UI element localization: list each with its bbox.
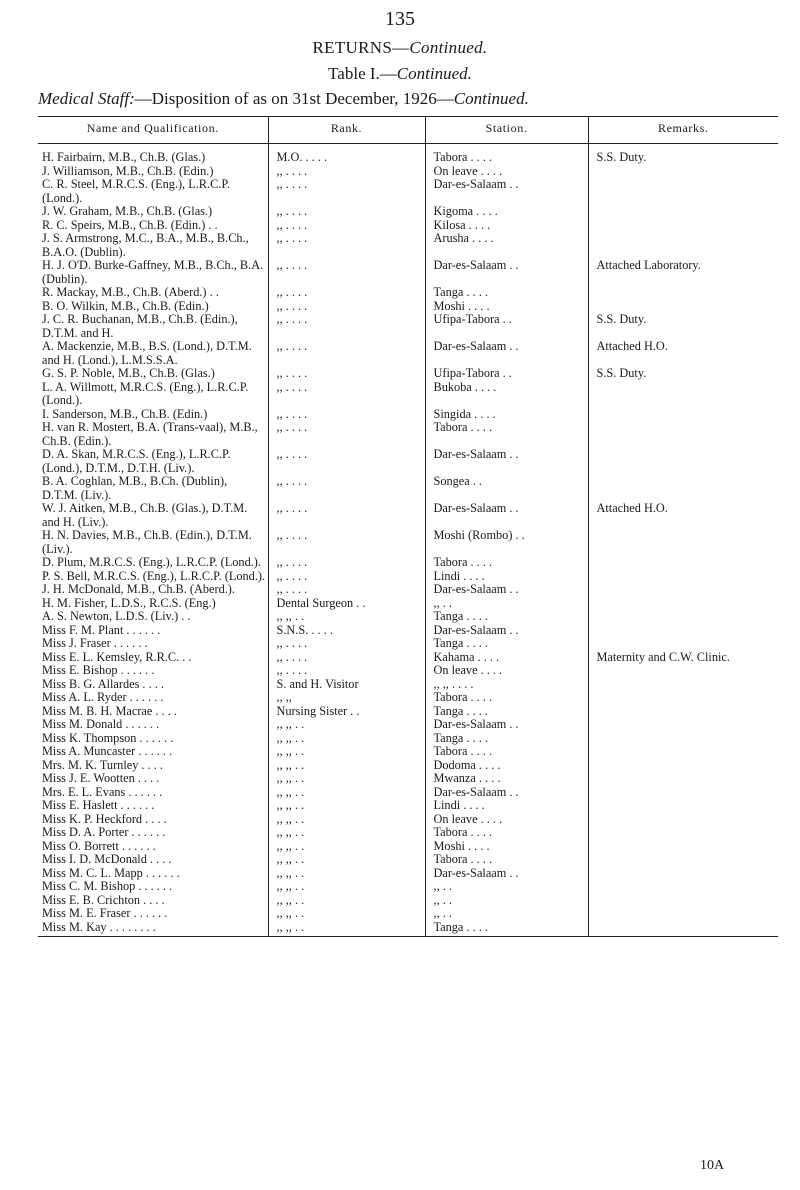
table-row xyxy=(38,408,778,422)
cell-remarks xyxy=(588,718,778,732)
cell-rank: ,, . . . . xyxy=(268,381,425,408)
cell-rank: ,, . . . . xyxy=(268,300,425,314)
cell-station: Dar-es-Salaam . . xyxy=(425,502,588,529)
table-row xyxy=(38,205,778,219)
cell-rank: ,, ,, . . xyxy=(268,853,425,867)
cell-rank: ,, . . . . xyxy=(268,232,425,259)
cell-rank: ,, . . . . xyxy=(268,421,425,448)
table-row xyxy=(38,840,778,854)
cell-rank: ,, . . . . xyxy=(268,448,425,475)
table-row xyxy=(38,826,778,840)
cell-station: Tanga . . . . xyxy=(425,610,588,624)
cell-name: Miss E. Haslett . . . . . . xyxy=(42,799,155,812)
cell-rank: ,, ,, . . xyxy=(268,840,425,854)
table-row xyxy=(38,556,778,570)
cell-name: J. Williamson, M.B., Ch.B. (Edin.) xyxy=(42,164,214,178)
cell-station: Dar-es-Salaam . . xyxy=(425,259,588,286)
cell-station: Tabora . . . . xyxy=(425,144,588,165)
cell-name: Miss I. D. McDonald . . . . xyxy=(42,853,172,866)
table-caption xyxy=(38,89,778,109)
cell-name: B. O. Wilkin, M.B., Ch.B. (Edin.) xyxy=(42,299,209,313)
cell-remarks xyxy=(588,421,778,448)
table-title-text: Table I.— xyxy=(328,64,397,83)
table-row xyxy=(38,894,778,908)
table-row xyxy=(38,678,778,692)
caption-mid: —Disposition of as on 31st December, 1926— xyxy=(134,89,454,108)
cell-remarks xyxy=(588,408,778,422)
cell-name: C. R. Steel, M.R.C.S. (Eng.), L.R.C.P. (Lond.). xyxy=(42,178,230,205)
table-row xyxy=(38,300,778,314)
cell-rank: ,, . . . . xyxy=(268,165,425,179)
cell-remarks: S.S. Duty. xyxy=(588,313,778,340)
table-row xyxy=(38,799,778,813)
cell-name: H. Fairbairn, M.B., Ch.B. (Glas.) xyxy=(42,150,206,164)
cell-name: R. C. Speirs, M.B., Ch.B. (Edin.) . . xyxy=(42,218,218,232)
cell-station: Dar-es-Salaam . . xyxy=(425,583,588,597)
cell-name: Miss C. M. Bishop . . . . . . xyxy=(42,880,173,893)
cell-remarks xyxy=(588,610,778,624)
cell-remarks xyxy=(588,853,778,867)
cell-rank: ,, ,, . . xyxy=(268,786,425,800)
table-row xyxy=(38,448,778,475)
cell-remarks xyxy=(588,165,778,179)
cell-name: Miss A. L. Ryder . . . . . . xyxy=(42,691,164,704)
cell-rank: ,, ,, . . xyxy=(268,867,425,881)
table-row xyxy=(38,570,778,584)
cell-station: Dodoma . . . . xyxy=(425,759,588,773)
cell-rank: ,, . . . . xyxy=(268,205,425,219)
cell-rank: S.N.S. . . . . xyxy=(268,624,425,638)
cell-remarks xyxy=(588,448,778,475)
cell-remarks xyxy=(588,880,778,894)
table-row xyxy=(38,624,778,638)
cell-remarks xyxy=(588,637,778,651)
cell-station: ,, . . xyxy=(425,907,588,921)
cell-station: Kigoma . . . . xyxy=(425,205,588,219)
cell-name: A. S. Newton, L.D.S. (Liv.) . . xyxy=(42,610,191,623)
cell-name: Miss J. E. Wootten . . . . xyxy=(42,772,160,785)
cell-name: A. Mackenzie, M.B., B.S. (Lond.), D.T.M. and H. (Lond.), L.M.S.S.A. xyxy=(42,340,252,367)
cell-remarks xyxy=(588,745,778,759)
cell-rank: ,, ,, . . xyxy=(268,759,425,773)
cell-remarks: Attached Laboratory. xyxy=(588,259,778,286)
cell-name: R. Mackay, M.B., Ch.B. (Aberd.) . . xyxy=(42,286,219,299)
returns-heading-text: RETURNS— xyxy=(312,38,410,57)
cell-rank: Dental Surgeon . . xyxy=(268,597,425,611)
table-row xyxy=(38,529,778,556)
cell-remarks xyxy=(588,813,778,827)
cell-rank: ,, . . . . xyxy=(268,502,425,529)
cell-remarks xyxy=(588,232,778,259)
cell-rank: ,, . . . . xyxy=(268,664,425,678)
table-row xyxy=(38,610,778,624)
cell-name: Miss E. Bishop . . . . . . xyxy=(42,664,155,677)
table-row xyxy=(38,907,778,921)
cell-name: Miss J. Fraser . . . . . . xyxy=(42,637,148,650)
cell-rank: ,, . . . . xyxy=(268,637,425,651)
cell-station: Arusha . . . . xyxy=(425,232,588,259)
cell-rank: ,, ,, . . xyxy=(268,894,425,908)
cell-station: Tabora . . . . xyxy=(425,853,588,867)
medical-staff-table xyxy=(38,116,778,937)
table-row xyxy=(38,637,778,651)
table-row xyxy=(38,340,778,367)
cell-rank: ,, . . . . xyxy=(268,651,425,665)
cell-station: Tanga . . . . xyxy=(425,705,588,719)
cell-station: Dar-es-Salaam . . xyxy=(425,340,588,367)
cell-name: Miss B. G. Allardes . . . . xyxy=(42,677,164,691)
table-row xyxy=(38,219,778,233)
table-row xyxy=(38,691,778,705)
table-row xyxy=(38,165,778,179)
cell-rank: ,, . . . . xyxy=(268,340,425,367)
page-number: 135 xyxy=(385,8,415,30)
cell-name: G. S. P. Noble, M.B., Ch.B. (Glas.) xyxy=(42,367,215,380)
signature-mark: 10A xyxy=(700,1158,725,1173)
cell-station: ,, ,, . . . . xyxy=(425,678,588,692)
cell-station: Dar-es-Salaam . . xyxy=(425,624,588,638)
table-row xyxy=(38,421,778,448)
cell-rank: S. and H. Visitor xyxy=(268,678,425,692)
returns-continued: Continued. xyxy=(409,38,488,57)
cell-station: Dar-es-Salaam . . xyxy=(425,448,588,475)
table-row xyxy=(38,759,778,773)
table-row xyxy=(38,813,778,827)
cell-rank: ,, ,, . . xyxy=(268,907,425,921)
cell-station: ,, . . xyxy=(425,597,588,611)
cell-rank: ,, . . . . xyxy=(268,408,425,422)
table-row xyxy=(38,313,778,340)
cell-rank: ,, . . . . xyxy=(268,583,425,597)
cell-remarks xyxy=(588,732,778,746)
table-row xyxy=(38,381,778,408)
col-header-name: Name and Qualification. xyxy=(38,117,268,144)
col-header-station: Station. xyxy=(425,117,588,144)
cell-name: J. S. Armstrong, M.C., B.A., M.B., B.Ch., B.A.O. (Dublin). xyxy=(42,232,249,259)
cell-name: L. A. Willmott, M.R.C.S. (Eng.), L.R.C.P. (Lond.). xyxy=(42,380,249,407)
table-row xyxy=(38,583,778,597)
cell-name: Mrs. E. L. Evans . . . . . . xyxy=(42,785,163,799)
cell-remarks xyxy=(588,381,778,408)
cell-remarks xyxy=(588,772,778,786)
cell-station: Songea . . xyxy=(425,475,588,502)
table-row xyxy=(38,772,778,786)
table-row xyxy=(38,232,778,259)
cell-station: Dar-es-Salaam . . xyxy=(425,178,588,205)
cell-station: Bukoba . . . . xyxy=(425,381,588,408)
table-header-row xyxy=(38,117,778,144)
cell-station: Tabora . . . . xyxy=(425,556,588,570)
cell-remarks xyxy=(588,921,778,937)
cell-remarks xyxy=(588,529,778,556)
cell-station: Tanga . . . . xyxy=(425,732,588,746)
table-row xyxy=(38,651,778,665)
cell-name: H. van R. Mostert, B.A. (Trans-vaal), M.B., Ch.B. (Edin.). xyxy=(42,421,258,448)
cell-remarks xyxy=(588,300,778,314)
cell-rank: ,, . . . . xyxy=(268,219,425,233)
cell-name: Miss F. M. Plant . . . . . . xyxy=(42,623,161,637)
cell-station: Tabora . . . . xyxy=(425,691,588,705)
cell-remarks xyxy=(588,826,778,840)
cell-remarks: Attached H.O. xyxy=(588,340,778,367)
col-header-remarks: Remarks. xyxy=(588,117,778,144)
table-row xyxy=(38,502,778,529)
cell-name: D. A. Skan, M.R.C.S. (Eng.), L.R.C.P. (Lond.), D.T.M., D.T.H. (Liv.). xyxy=(42,448,231,475)
cell-name: Miss O. Borrett . . . . . . xyxy=(42,839,156,853)
cell-rank: ,, . . . . xyxy=(268,529,425,556)
cell-remarks xyxy=(588,583,778,597)
cell-station: ,, . . xyxy=(425,894,588,908)
cell-station: Kilosa . . . . xyxy=(425,219,588,233)
table-row xyxy=(38,718,778,732)
table-row xyxy=(38,367,778,381)
cell-remarks xyxy=(588,759,778,773)
cell-remarks xyxy=(588,867,778,881)
cell-rank: ,, ,, . . xyxy=(268,921,425,937)
table-title xyxy=(0,64,800,84)
cell-name: Miss E. L. Kemsley, R.R.C. . . xyxy=(42,650,192,664)
table-body xyxy=(38,144,778,937)
cell-remarks: Maternity and C.W. Clinic. xyxy=(588,651,778,665)
table-row xyxy=(38,144,778,165)
cell-rank: ,, ,, xyxy=(268,691,425,705)
table-row xyxy=(38,921,778,937)
cell-name: Miss E. B. Crichton . . . . xyxy=(42,893,165,907)
cell-station: Singida . . . . xyxy=(425,408,588,422)
table-row xyxy=(38,597,778,611)
cell-remarks xyxy=(588,624,778,638)
cell-station: Moshi (Rombo) . . xyxy=(425,529,588,556)
cell-remarks xyxy=(588,786,778,800)
cell-rank: ,, ,, . . xyxy=(268,732,425,746)
cell-remarks: S.S. Duty. xyxy=(588,144,778,165)
cell-remarks: S.S. Duty. xyxy=(588,367,778,381)
cell-name: Miss M. C. L. Mapp . . . . . . xyxy=(42,866,180,880)
cell-remarks xyxy=(588,219,778,233)
cell-station: Kahama . . . . xyxy=(425,651,588,665)
cell-station: On leave . . . . xyxy=(425,165,588,179)
cell-rank: ,, . . . . xyxy=(268,259,425,286)
cell-name: Miss M. Kay . . . . . . . . xyxy=(38,921,268,937)
cell-station: Ufipa-Tabora . . xyxy=(425,313,588,340)
cell-remarks xyxy=(588,664,778,678)
cell-station: Tabora . . . . xyxy=(425,826,588,840)
cell-rank: ,, . . . . xyxy=(268,286,425,300)
cell-remarks xyxy=(588,678,778,692)
cell-remarks xyxy=(588,475,778,502)
cell-remarks xyxy=(588,907,778,921)
cell-rank: M.O. . . . . xyxy=(268,144,425,165)
cell-name: H. M. Fisher, L.D.S., R.C.S. (Eng.) xyxy=(42,596,216,610)
cell-name: Miss K. Thompson . . . . . . xyxy=(42,731,174,745)
cell-rank: ,, . . . . xyxy=(268,313,425,340)
col-header-rank: Rank. xyxy=(268,117,425,144)
table-title-continued: Continued. xyxy=(396,64,472,83)
cell-rank: ,, ,, . . xyxy=(268,799,425,813)
table-row xyxy=(38,286,778,300)
cell-station: Tanga . . . . xyxy=(425,286,588,300)
cell-name: P. S. Bell, M.R.C.S. (Eng.), L.R.C.P. (Lond.). xyxy=(42,569,266,583)
table-row xyxy=(38,178,778,205)
cell-station: Dar-es-Salaam . . xyxy=(425,786,588,800)
cell-remarks xyxy=(588,286,778,300)
cell-name: J. C. R. Buchanan, M.B., Ch.B. (Edin.), D.T.M. and H. xyxy=(42,313,238,340)
cell-station: Ufipa-Tabora . . xyxy=(425,367,588,381)
table-row xyxy=(38,867,778,881)
cell-station: On leave . . . . xyxy=(425,813,588,827)
cell-rank: ,, . . . . xyxy=(268,475,425,502)
cell-rank: ,, ,, . . xyxy=(268,718,425,732)
cell-name: Miss A. Muncaster . . . . . . xyxy=(42,745,173,758)
cell-rank: ,, . . . . xyxy=(268,178,425,205)
cell-remarks xyxy=(588,597,778,611)
cell-remarks xyxy=(588,691,778,705)
cell-name: Miss M. Donald . . . . . . xyxy=(42,718,160,731)
cell-station: ,, . . xyxy=(425,880,588,894)
cell-station: Tabora . . . . xyxy=(425,421,588,448)
cell-remarks xyxy=(588,556,778,570)
cell-remarks xyxy=(588,178,778,205)
caption-lead: Medical Staff: xyxy=(38,89,135,108)
cell-station: Dar-es-Salaam . . xyxy=(425,867,588,881)
cell-station: Tabora . . . . xyxy=(425,745,588,759)
cell-station: Dar-es-Salaam . . xyxy=(425,718,588,732)
cell-remarks xyxy=(588,570,778,584)
table-row xyxy=(38,853,778,867)
cell-rank: ,, . . . . xyxy=(268,556,425,570)
cell-name: Miss M. B. H. Macrae . . . . xyxy=(42,704,177,718)
cell-remarks xyxy=(588,705,778,719)
cell-station: On leave . . . . xyxy=(425,664,588,678)
cell-station: Moshi . . . . xyxy=(425,300,588,314)
cell-name: I. Sanderson, M.B., Ch.B. (Edin.) xyxy=(42,407,208,421)
cell-name: J. W. Graham, M.B., Ch.B. (Glas.) xyxy=(42,205,213,218)
cell-name: D. Plum, M.R.C.S. (Eng.), L.R.C.P. (Lond.). xyxy=(42,556,261,569)
cell-remarks xyxy=(588,894,778,908)
cell-remarks xyxy=(588,205,778,219)
cell-station: Tanga . . . . xyxy=(425,637,588,651)
table-row xyxy=(38,664,778,678)
cell-station: Lindi . . . . xyxy=(425,570,588,584)
cell-remarks xyxy=(588,840,778,854)
table-row xyxy=(38,705,778,719)
cell-rank: ,, . . . . xyxy=(268,570,425,584)
cell-rank: ,, ,, . . xyxy=(268,813,425,827)
cell-rank: ,, ,, . . xyxy=(268,610,425,624)
cell-name: W. J. Aitken, M.B., Ch.B. (Glas.), D.T.M. and H. (Liv.). xyxy=(42,502,248,529)
cell-remarks xyxy=(588,799,778,813)
cell-name: H. N. Davies, M.B., Ch.B. (Edin.), D.T.M. (Liv.). xyxy=(42,529,252,556)
table-row xyxy=(38,732,778,746)
cell-name: Miss K. P. Heckford . . . . xyxy=(42,812,167,826)
cell-rank: ,, ,, . . xyxy=(268,826,425,840)
cell-remarks: Attached H.O. xyxy=(588,502,778,529)
cell-station: Tanga . . . . xyxy=(425,921,588,937)
cell-name: J. H. McDonald, M.B., Ch.B. (Aberd.). xyxy=(42,583,235,596)
cell-name: H. J. O'D. Burke-Gaffney, M.B., B.Ch., B.A. (Dublin). xyxy=(42,259,264,286)
cell-station: Moshi . . . . xyxy=(425,840,588,854)
cell-rank: Nursing Sister . . xyxy=(268,705,425,719)
cell-name: B. A. Coghlan, M.B., B.Ch. (Dublin), D.T.M. (Liv.). xyxy=(42,475,228,502)
cell-station: Mwanza . . . . xyxy=(425,772,588,786)
cell-rank: ,, ,, . . xyxy=(268,772,425,786)
cell-name: Miss D. A. Porter . . . . . . xyxy=(42,826,166,839)
table-row xyxy=(38,786,778,800)
table-row xyxy=(38,745,778,759)
table-row xyxy=(38,880,778,894)
cell-rank: ,, ,, . . xyxy=(268,880,425,894)
table-row xyxy=(38,259,778,286)
cell-rank: ,, . . . . xyxy=(268,367,425,381)
cell-name: Miss M. E. Fraser . . . . . . xyxy=(42,907,168,920)
cell-name: Mrs. M. K. Turnley . . . . xyxy=(42,758,163,772)
cell-rank: ,, ,, . . xyxy=(268,745,425,759)
returns-heading xyxy=(0,38,800,58)
cell-station: Lindi . . . . xyxy=(425,799,588,813)
table-row xyxy=(38,475,778,502)
caption-end: Continued. xyxy=(453,89,529,108)
